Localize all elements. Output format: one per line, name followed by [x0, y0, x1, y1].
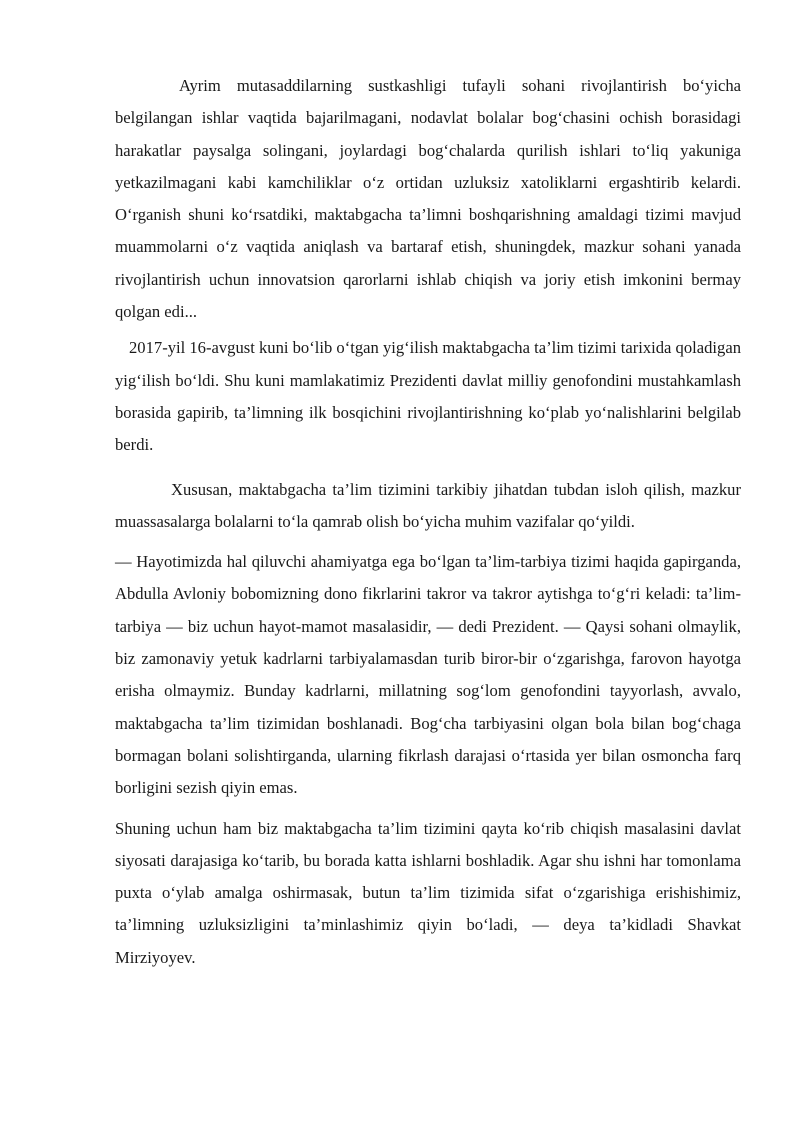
paragraph-3: Xususan, maktabgacha ta’lim tizimini tarkibiy jihatdan tubdan isloh qilish, mazkur muassasalarga bolalarni to‘la qamrab olish bo‘yicha muhim vazifalar qo‘yildi. [115, 479, 741, 531]
paragraph-4: — Hayotimizda hal qiluvchi ahamiyatga ega bo‘lgan ta’lim-tarbiya tizimi haqida gapirganda, Abdulla Avloniy bobomizning dono fikrlarini takror va takror aytishga to‘g‘ri keladi: ta’lim-tarbiya — biz uchun hayot-mamot masalasidir, — dedi Prezident. — Qaysi sohani olmaylik, biz zamonaviy yetuk kadrlarni tarbiyalamasdan turib biror-bir o‘zgarishga, farovon hayotga erisha olmaymiz. Bunday kadrlarni, millatning sog‘lom genofondini tayyorlash, avvalo, maktabgacha ta’lim tizimidan boshlanadi. Bog‘cha tarbiyasini olgan bola bilan bog‘chaga bormagan bolani solishtirganda, ularning fikrlash darajasi o‘rtasida yer bilan osmoncha farq borligini sezish qiyin emas. [115, 552, 741, 798]
paragraph-1: Ayrim mutasaddilarning sustkashligi tufayli sohani rivojlantirish bo‘yicha belgilangan ishlar vaqtida bajarilmagani, nodavlat bolalar bog‘chasini ochish borasidagi harakatlar paysalga solingani, joylardagi bog‘chalarda qurilish ishlari to‘liq yakuniga yetkazilmagani kabi kamchiliklar o‘z ortidan uzluksiz xatoliklarni ergashtirib kelardi. O‘rganish shuni ko‘rsatdiki, maktabgacha ta’limni boshqarishning amaldagi tizimi mavjud muammolarni o‘z vaqtida aniqlash va bartaraf etish, shuningdek, mazkur sohani yanada rivojlantirish uchun innovatsion qarorlarni ishlab chiqish va joriy etish imkonini bermay qolgan edi... [115, 76, 741, 322]
paragraph-5: Shuning uchun ham biz maktabgacha ta’lim tizimini qayta ko‘rib chiqish masalasini davlat siyosati darajasiga ko‘tarib, bu borada katta ishlarni boshladik. Agar shu ishni har tomonlama puxta o‘ylab amalga oshirmasak, butun ta’lim tizimida sifat o‘zgarishiga erishishimiz, ta’limning uzluksizligini ta’minlashimiz qiyin bo‘ladi, — deya ta’kidladi Shavkat Mirziyoyev. [115, 818, 741, 967]
document-body [115, 70, 741, 974]
paragraph-2: 2017-yil 16-avgust kuni bo‘lib o‘tgan yig‘ilish maktabgacha ta’lim tizimi tarixida qoladigan yig‘ilish bo‘ldi. Shu kuni mamlakatimiz Prezidenti davlat milliy genofondini mustahkamlash borasida gapirib, ta’limning ilk bosqichini rivojlantirishning ko‘plab yo‘nalishlarini belgilab berdi. [115, 338, 741, 455]
